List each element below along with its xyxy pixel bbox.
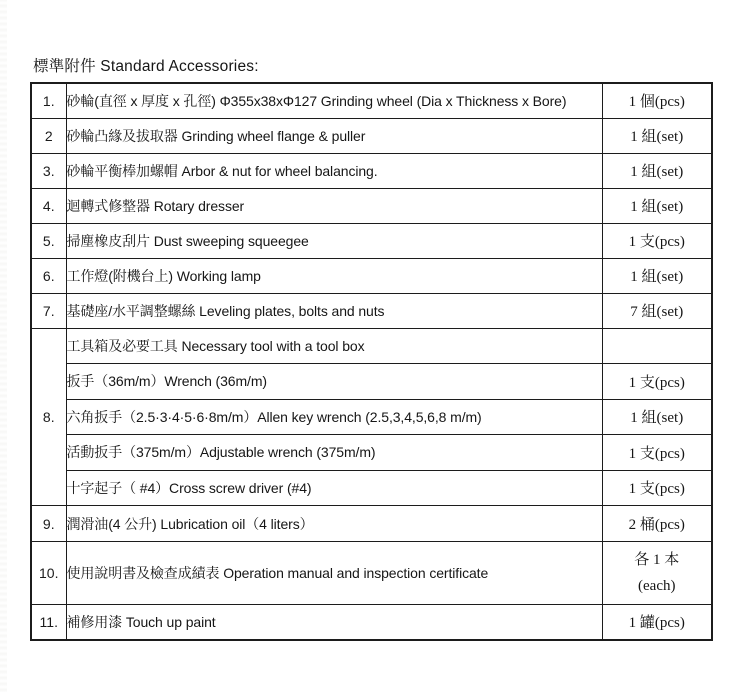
row-description: 六角扳手（2.5·3·4·5·6·8m/m）Allen key wrench (2.5,3,4,5,6,8 m/m) (66, 399, 602, 435)
row-quantity (602, 328, 712, 364)
row-quantity: 7 組(set) (602, 293, 712, 328)
quantity-line-1: 各 1 本 (634, 552, 680, 568)
row-number: 2 (31, 118, 66, 153)
row-description: 砂輪(直徑 x 厚度 x 孔徑) Φ355x38xΦ127 Grinding wheel (Dia x Thickness x Bore) (66, 83, 602, 118)
row-description: 扳手（36m/m）Wrench (36m/m) (66, 364, 602, 400)
row-number: 1. (31, 83, 66, 118)
page-title: 標準附件 Standard Accessories: (33, 58, 259, 75)
row-description: 活動扳手（375m/m）Adjustable wrench (375m/m) (66, 435, 602, 471)
row-description: 補修用漆 Touch up paint (66, 605, 602, 640)
table-row (31, 258, 712, 293)
table-row (31, 293, 712, 328)
row-number: 9. (31, 506, 66, 542)
row-number: 8. (31, 328, 66, 506)
row-quantity: 1 組(set) (602, 118, 712, 153)
row-quantity: 1 個(pcs) (602, 83, 712, 118)
table-row (31, 470, 712, 506)
row-description: 砂輪凸緣及拔取器 Grinding wheel flange & puller (66, 118, 602, 153)
quantity-line-2: (each) (638, 578, 676, 594)
row-number: 6. (31, 258, 66, 293)
row-description: 基礎座/水平調整螺絲 Leveling plates, bolts and nuts (66, 293, 602, 328)
row-quantity: 1 組(set) (602, 399, 712, 435)
table-row (31, 118, 712, 153)
row-quantity: 1 罐(pcs) (602, 605, 712, 640)
row-number: 11. (31, 605, 66, 640)
row-quantity (602, 542, 712, 605)
scan-edge-artifact (0, 0, 7, 692)
row-description: 掃塵橡皮刮片 Dust sweeping squeegee (66, 223, 602, 258)
row-description: 工具箱及必要工具 Necessary tool with a tool box (66, 328, 602, 364)
table-row (31, 399, 712, 435)
row-quantity: 2 桶(pcs) (602, 506, 712, 542)
table-row (31, 435, 712, 471)
row-description: 使用說明書及檢查成績表 Operation manual and inspection certificate (66, 542, 602, 605)
row-number: 4. (31, 188, 66, 223)
row-number: 10. (31, 542, 66, 605)
row-number: 3. (31, 153, 66, 188)
row-number: 5. (31, 223, 66, 258)
row-quantity: 1 支(pcs) (602, 364, 712, 400)
row-quantity: 1 支(pcs) (602, 223, 712, 258)
row-description: 砂輪平衡棒加螺帽 Arbor & nut for wheel balancing. (66, 153, 602, 188)
table-row (31, 542, 712, 605)
row-quantity: 1 支(pcs) (602, 470, 712, 506)
row-quantity: 1 組(set) (602, 258, 712, 293)
row-description: 十字起子（ #4）Cross screw driver (#4) (66, 470, 602, 506)
row-quantity: 1 組(set) (602, 153, 712, 188)
row-number: 7. (31, 293, 66, 328)
row-description: 迴轉式修整器 Rotary dresser (66, 188, 602, 223)
table-row (31, 223, 712, 258)
accessories-table (30, 82, 713, 641)
row-description: 潤滑油(4 公升) Lubrication oil（4 liters） (66, 506, 602, 542)
table-row (31, 328, 712, 364)
table-row (31, 153, 712, 188)
row-quantity: 1 組(set) (602, 188, 712, 223)
table-row (31, 364, 712, 400)
table-row (31, 188, 712, 223)
row-description: 工作燈(附機台上) Working lamp (66, 258, 602, 293)
table-row (31, 506, 712, 542)
table-row (31, 605, 712, 640)
table-row (31, 83, 712, 118)
row-quantity: 1 支(pcs) (602, 435, 712, 471)
